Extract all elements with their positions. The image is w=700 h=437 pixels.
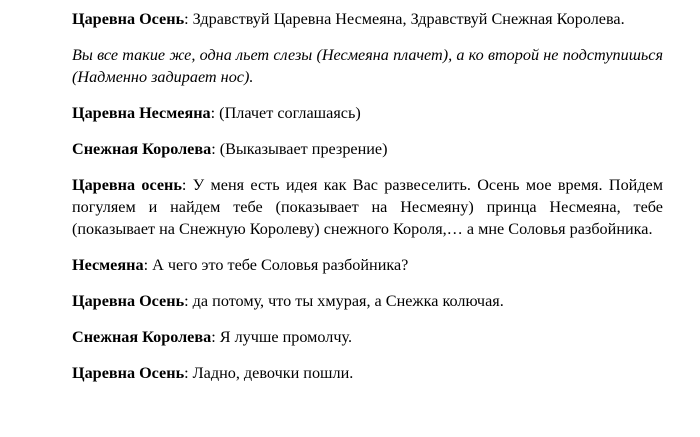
dialogue-text: : да потому, что ты хмурая, а Снежка колючая.: [184, 292, 504, 310]
speaker-name: Царевна Осень: [72, 292, 185, 310]
dialogue-paragraph: [72, 326, 663, 348]
document-page: [72, 8, 663, 398]
dialogue-paragraph: [72, 174, 663, 240]
dialogue-paragraph: [72, 102, 663, 124]
speaker-name: Несмеяна: [72, 256, 144, 274]
dialogue-paragraph: [72, 290, 663, 312]
speaker-name: Царевна Несмеяна: [72, 104, 211, 122]
dialogue-paragraph: [72, 8, 663, 30]
dialogue-text: : У меня есть идея как Вас развеселить. Осень мое время. Пойдем погуляем и найдем тебе (показывает на Несмеяну) принца Несмеяна, тебе (показывает на Снежную Королеву) снежного Короля,… а мне Соловья разбойника.: [72, 176, 663, 238]
speaker-name: Царевна Осень: [72, 364, 185, 382]
stage-direction-text: Вы все такие же, одна льет слезы (Несмеяна плачет), а ко второй не подступишься (Надменно задирает нос).: [72, 46, 663, 86]
dialogue-text: : Я лучше промолчу.: [211, 328, 352, 346]
dialogue-text: : Здравствуй Царевна Несмеяна, Здравствуй Снежная Королева.: [184, 10, 625, 28]
speaker-name: Царевна осень: [72, 176, 182, 194]
stage-direction-paragraph: [72, 44, 663, 88]
dialogue-text: : (Выказывает презрение): [211, 140, 388, 158]
dialogue-text: : (Плачет соглашаясь): [210, 104, 361, 122]
speaker-name: Снежная Королева: [72, 328, 212, 346]
dialogue-text: : А чего это тебе Соловья разбойника?: [143, 256, 409, 274]
speaker-name: Снежная Королева: [72, 140, 212, 158]
dialogue-paragraph: [72, 362, 663, 384]
speaker-name: Царевна Осень: [72, 10, 185, 28]
dialogue-paragraph: [72, 138, 663, 160]
dialogue-paragraph: [72, 254, 663, 276]
dialogue-text: : Ладно, девочки пошли.: [184, 364, 354, 382]
